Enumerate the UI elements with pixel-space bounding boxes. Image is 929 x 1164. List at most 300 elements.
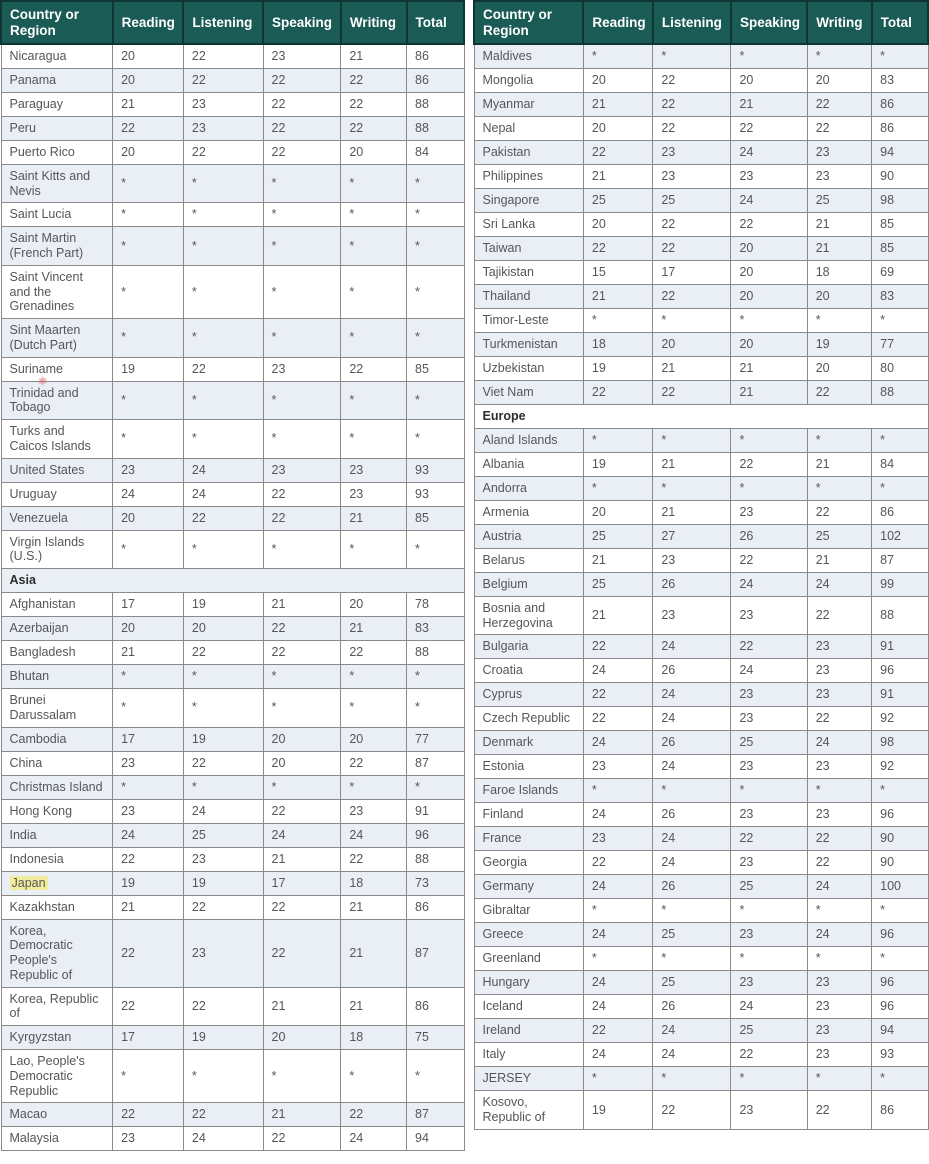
score-cell: 25 <box>583 524 652 548</box>
table-row <box>1 799 464 823</box>
score-cell: 23 <box>583 827 652 851</box>
score-cell: * <box>341 203 407 227</box>
score-cell: 23 <box>807 995 871 1019</box>
score-cell: * <box>872 947 928 971</box>
score-cell: 22 <box>183 895 263 919</box>
table-row <box>474 1091 928 1130</box>
table-row <box>474 68 928 92</box>
country-label: Maldives <box>482 49 532 64</box>
score-cell: 84 <box>407 140 464 164</box>
score-cell: 24 <box>183 482 263 506</box>
score-cell: * <box>183 665 263 689</box>
score-cell: * <box>731 44 807 68</box>
score-cell: 25 <box>583 572 652 596</box>
score-cell: 24 <box>113 823 184 847</box>
score-cell: 21 <box>341 895 407 919</box>
score-cell: 77 <box>407 727 464 751</box>
table-row <box>1 458 464 482</box>
score-cell: 23 <box>653 596 731 635</box>
score-cell: 23 <box>183 116 263 140</box>
score-cell: * <box>807 779 871 803</box>
country-label: JERSEY <box>482 1071 532 1086</box>
score-cell: * <box>183 1050 263 1103</box>
table-row <box>474 476 928 500</box>
score-cell: * <box>263 530 341 569</box>
country-cell <box>474 236 583 260</box>
score-cell: 87 <box>407 919 464 987</box>
score-cell: * <box>183 227 263 266</box>
score-cell: 22 <box>807 827 871 851</box>
score-cell: 23 <box>731 683 807 707</box>
score-cell: 24 <box>731 995 807 1019</box>
score-cell: * <box>183 420 263 459</box>
country-cell <box>474 947 583 971</box>
score-cell: 23 <box>807 803 871 827</box>
score-cell: 88 <box>872 596 928 635</box>
score-cell: 22 <box>263 506 341 530</box>
score-cell: 22 <box>583 380 652 404</box>
table-row <box>474 731 928 755</box>
table-row <box>1 482 464 506</box>
score-cell: 22 <box>653 68 731 92</box>
country-cell <box>1 164 113 203</box>
country-cell <box>474 44 583 68</box>
score-cell: 22 <box>263 140 341 164</box>
score-cell: 23 <box>263 458 341 482</box>
country-label: India <box>9 827 37 842</box>
table-row <box>474 308 928 332</box>
score-cell: * <box>407 381 464 420</box>
table-row <box>1 1026 464 1050</box>
score-cell: 23 <box>731 851 807 875</box>
score-cell: 22 <box>583 1019 652 1043</box>
table-row <box>1 381 464 420</box>
score-cell: 26 <box>653 995 731 1019</box>
score-cell: 83 <box>407 617 464 641</box>
score-cell: 20 <box>731 260 807 284</box>
score-cell: 21 <box>731 356 807 380</box>
score-cell: * <box>407 319 464 358</box>
score-cell: 21 <box>113 92 184 116</box>
table-row <box>474 548 928 572</box>
table-row <box>474 212 928 236</box>
country-cell <box>1 357 113 381</box>
score-cell: 25 <box>731 875 807 899</box>
score-cell: 85 <box>872 236 928 260</box>
table-row <box>474 572 928 596</box>
score-cell: 19 <box>113 871 184 895</box>
score-cell: 22 <box>341 357 407 381</box>
score-cell: 22 <box>113 987 184 1026</box>
country-label: Turks and Caicos Islands <box>9 424 91 453</box>
score-cell: * <box>807 947 871 971</box>
score-cell: 23 <box>653 548 731 572</box>
scores-table-right <box>473 0 929 1130</box>
country-cell <box>474 755 583 779</box>
country-cell <box>474 1067 583 1091</box>
score-cell: 22 <box>183 751 263 775</box>
score-cell: 94 <box>872 140 928 164</box>
table-row <box>474 452 928 476</box>
score-cell: 26 <box>653 731 731 755</box>
table-row <box>1 617 464 641</box>
score-cell: 85 <box>872 212 928 236</box>
country-label: Philippines <box>482 168 543 183</box>
score-cell: 17 <box>653 260 731 284</box>
score-cell: 22 <box>113 847 184 871</box>
score-cell: 21 <box>653 500 731 524</box>
score-cell: 22 <box>263 1127 341 1151</box>
region-section-header: Europe <box>474 404 928 428</box>
score-cell: 21 <box>731 92 807 116</box>
score-cell: 21 <box>807 212 871 236</box>
country-cell <box>474 356 583 380</box>
country-cell <box>474 923 583 947</box>
score-cell: 23 <box>807 1043 871 1067</box>
country-label: Paraguay <box>9 96 64 111</box>
score-cell: * <box>263 665 341 689</box>
column-header: Speaking <box>731 1 807 44</box>
score-cell: 17 <box>113 593 184 617</box>
score-cell: * <box>263 775 341 799</box>
table-row <box>474 380 928 404</box>
score-cell: 23 <box>731 500 807 524</box>
score-cell: * <box>341 227 407 266</box>
score-cell: * <box>653 899 731 923</box>
table-row <box>474 188 928 212</box>
score-cell: 24 <box>583 659 652 683</box>
country-label: Sint Maarten (Dutch Part) <box>9 323 81 352</box>
score-cell: 26 <box>653 572 731 596</box>
country-label: Kyrgyzstan <box>9 1030 72 1045</box>
score-cell: 22 <box>263 92 341 116</box>
score-cell: 24 <box>653 851 731 875</box>
score-cell: * <box>583 308 652 332</box>
highlighted-country-label: Japan <box>11 875 46 890</box>
score-cell: 24 <box>341 1127 407 1151</box>
score-cell: 22 <box>183 140 263 164</box>
score-cell: 23 <box>113 458 184 482</box>
table-row <box>474 524 928 548</box>
country-label: Thailand <box>482 288 531 303</box>
country-label: Czech Republic <box>482 711 571 726</box>
score-cell: 23 <box>731 596 807 635</box>
table-row <box>474 851 928 875</box>
table-row <box>474 899 928 923</box>
score-cell: 23 <box>807 140 871 164</box>
country-label: Saint Vincent and the Grenadines <box>9 269 83 314</box>
column-header: Total <box>407 1 464 44</box>
score-cell: 20 <box>653 332 731 356</box>
score-cell: 23 <box>113 799 184 823</box>
score-cell: 78 <box>407 593 464 617</box>
score-cell: 26 <box>653 659 731 683</box>
country-cell <box>474 308 583 332</box>
score-cell: 22 <box>263 919 341 987</box>
country-label: Venezuela <box>9 510 68 525</box>
score-cell: * <box>407 227 464 266</box>
score-cell: 23 <box>583 755 652 779</box>
scores-table-left <box>0 0 465 1151</box>
score-cell: 25 <box>653 971 731 995</box>
score-cell: * <box>341 665 407 689</box>
score-cell: 25 <box>653 188 731 212</box>
red-annotation-mark: ✱ <box>38 376 48 388</box>
score-cell: 23 <box>183 919 263 987</box>
score-cell: * <box>583 428 652 452</box>
table-row <box>1 987 464 1026</box>
country-label: Belarus <box>482 552 525 567</box>
table-row <box>1 847 464 871</box>
score-cell: 96 <box>872 659 928 683</box>
score-cell: 20 <box>263 727 341 751</box>
score-cell: 22 <box>183 44 263 68</box>
country-label: Bosnia and Herzegovina <box>482 600 553 630</box>
score-cell: 20 <box>583 212 652 236</box>
score-cell: 24 <box>183 799 263 823</box>
country-label: Puerto Rico <box>9 144 75 159</box>
score-cell: 87 <box>407 1103 464 1127</box>
column-header: Country or Region <box>1 1 113 44</box>
score-cell: * <box>341 381 407 420</box>
score-cell: 94 <box>407 1127 464 1151</box>
country-cell <box>1 203 113 227</box>
country-label: Hong Kong <box>9 803 73 818</box>
column-header: Writing <box>341 1 407 44</box>
country-label: Finland <box>482 807 524 822</box>
score-cell: 22 <box>653 92 731 116</box>
country-label: Malaysia <box>9 1131 59 1146</box>
score-cell: 21 <box>263 1103 341 1127</box>
score-cell: 24 <box>653 1019 731 1043</box>
score-cell: 22 <box>583 236 652 260</box>
score-cell: 26 <box>653 803 731 827</box>
score-cell: * <box>113 420 184 459</box>
score-cell: 24 <box>731 140 807 164</box>
table-row <box>1 506 464 530</box>
country-cell <box>1 919 113 987</box>
score-cell: * <box>341 1050 407 1103</box>
country-cell <box>1 319 113 358</box>
score-cell: * <box>341 164 407 203</box>
score-cell: 21 <box>263 593 341 617</box>
score-cell: 21 <box>583 548 652 572</box>
score-cell: 22 <box>583 851 652 875</box>
score-cell: * <box>113 265 184 318</box>
score-cell: 26 <box>731 524 807 548</box>
score-cell: 21 <box>113 641 184 665</box>
country-cell <box>474 524 583 548</box>
score-cell: 20 <box>341 727 407 751</box>
table-row <box>474 827 928 851</box>
table-row <box>474 875 928 899</box>
score-cell: 25 <box>731 1019 807 1043</box>
country-cell <box>474 140 583 164</box>
table-row <box>474 500 928 524</box>
score-cell: 98 <box>872 188 928 212</box>
score-cell: 20 <box>113 617 184 641</box>
score-cell: 20 <box>113 44 184 68</box>
table-row <box>474 1067 928 1091</box>
score-cell: 24 <box>113 482 184 506</box>
score-cell: 69 <box>872 260 928 284</box>
score-cell: 22 <box>807 851 871 875</box>
score-cell: 23 <box>113 751 184 775</box>
score-cell: 93 <box>872 1043 928 1067</box>
column-header: Reading <box>113 1 184 44</box>
score-cell: 22 <box>341 641 407 665</box>
score-cell: 21 <box>583 596 652 635</box>
score-cell: * <box>341 689 407 728</box>
score-cell: 22 <box>807 380 871 404</box>
score-cell: 96 <box>872 971 928 995</box>
country-label: Nepal <box>482 120 516 135</box>
score-cell: 86 <box>407 895 464 919</box>
score-cell: 19 <box>807 332 871 356</box>
score-cell: 18 <box>583 332 652 356</box>
score-cell: 86 <box>872 92 928 116</box>
table-row <box>1 689 464 728</box>
score-cell: 22 <box>183 987 263 1026</box>
score-cell: 86 <box>407 44 464 68</box>
country-cell <box>474 212 583 236</box>
score-cell: 22 <box>653 212 731 236</box>
table-row <box>474 923 928 947</box>
score-cell: 87 <box>872 548 928 572</box>
score-cell: * <box>341 319 407 358</box>
score-cell: 23 <box>731 923 807 947</box>
score-cell: * <box>872 779 928 803</box>
score-cell: * <box>407 530 464 569</box>
score-cell: 22 <box>807 116 871 140</box>
table-row <box>1 530 464 569</box>
country-label: Korea, Democratic People's Republic of <box>9 923 73 982</box>
country-cell <box>1 775 113 799</box>
table-row <box>1 919 464 987</box>
table-row <box>1 357 464 381</box>
score-cell: * <box>872 428 928 452</box>
score-cell: 24 <box>183 458 263 482</box>
country-cell <box>1 68 113 92</box>
score-cell: * <box>341 530 407 569</box>
table-row <box>474 947 928 971</box>
score-cell: 23 <box>183 92 263 116</box>
country-label: Iceland <box>482 999 523 1014</box>
score-cell: 22 <box>341 68 407 92</box>
score-cell: 25 <box>731 731 807 755</box>
table-row <box>1 775 464 799</box>
country-label: Hungary <box>482 975 530 990</box>
score-cell: * <box>263 227 341 266</box>
country-label: Albania <box>482 456 525 471</box>
score-cell: * <box>872 899 928 923</box>
score-cell: 20 <box>807 68 871 92</box>
table-row <box>1 751 464 775</box>
score-cell: 19 <box>583 1091 652 1130</box>
country-cell <box>474 332 583 356</box>
score-cell: 24 <box>653 755 731 779</box>
table-row <box>1 1103 464 1127</box>
score-cell: * <box>731 947 807 971</box>
score-cell: 21 <box>583 284 652 308</box>
score-cell: * <box>731 899 807 923</box>
score-cell: 100 <box>872 875 928 899</box>
score-cell: 25 <box>807 524 871 548</box>
table-row <box>1 265 464 318</box>
score-cell: 88 <box>407 641 464 665</box>
score-cell: 21 <box>583 92 652 116</box>
table-row <box>1 319 464 358</box>
score-cell: 23 <box>807 683 871 707</box>
score-cell: 20 <box>583 500 652 524</box>
table-row <box>1 68 464 92</box>
country-cell <box>474 683 583 707</box>
table-row <box>474 683 928 707</box>
score-cell: * <box>407 689 464 728</box>
country-label: Turkmenistan <box>482 336 558 351</box>
score-cell: 22 <box>183 68 263 92</box>
country-label: Uruguay <box>9 486 57 501</box>
table-row <box>474 116 928 140</box>
table-row <box>1 1050 464 1103</box>
score-cell: 24 <box>263 823 341 847</box>
table-row <box>1 116 464 140</box>
country-label: Ireland <box>482 1023 521 1038</box>
score-cell: 23 <box>731 803 807 827</box>
country-label: Taiwan <box>482 240 522 255</box>
score-cell: * <box>872 308 928 332</box>
table-row <box>1 164 464 203</box>
country-cell <box>1 44 113 68</box>
score-cell: 24 <box>731 659 807 683</box>
table-row <box>474 659 928 683</box>
score-cell: 22 <box>183 641 263 665</box>
score-cell: 22 <box>583 635 652 659</box>
score-cell: 21 <box>341 44 407 68</box>
score-cell: * <box>807 1067 871 1091</box>
score-cell: * <box>583 947 652 971</box>
country-label: Gibraltar <box>482 903 531 918</box>
table-row <box>1 665 464 689</box>
country-label: Trinidad and Tobago <box>9 385 79 415</box>
country-cell <box>474 707 583 731</box>
score-cell: 80 <box>872 356 928 380</box>
country-cell <box>1 895 113 919</box>
score-cell: 23 <box>341 799 407 823</box>
score-cell: 23 <box>263 44 341 68</box>
score-cell: 20 <box>731 284 807 308</box>
country-label: Pakistan <box>482 144 531 159</box>
score-cell: 21 <box>807 452 871 476</box>
score-cell: 24 <box>807 923 871 947</box>
region-section-header: Asia <box>1 569 464 593</box>
country-cell <box>474 995 583 1019</box>
score-cell: 19 <box>583 356 652 380</box>
score-cell: * <box>807 476 871 500</box>
score-cell: * <box>263 164 341 203</box>
score-cell: 86 <box>872 500 928 524</box>
score-cell: 24 <box>583 803 652 827</box>
score-cell: 22 <box>731 827 807 851</box>
score-cell: 24 <box>653 635 731 659</box>
column-header: Writing <box>807 1 871 44</box>
table-row <box>474 92 928 116</box>
table-row <box>1 641 464 665</box>
score-cell: 22 <box>183 506 263 530</box>
score-cell: 23 <box>807 164 871 188</box>
country-cell <box>1 1026 113 1050</box>
country-label: Lao, People's Democratic Republic <box>9 1054 85 1098</box>
